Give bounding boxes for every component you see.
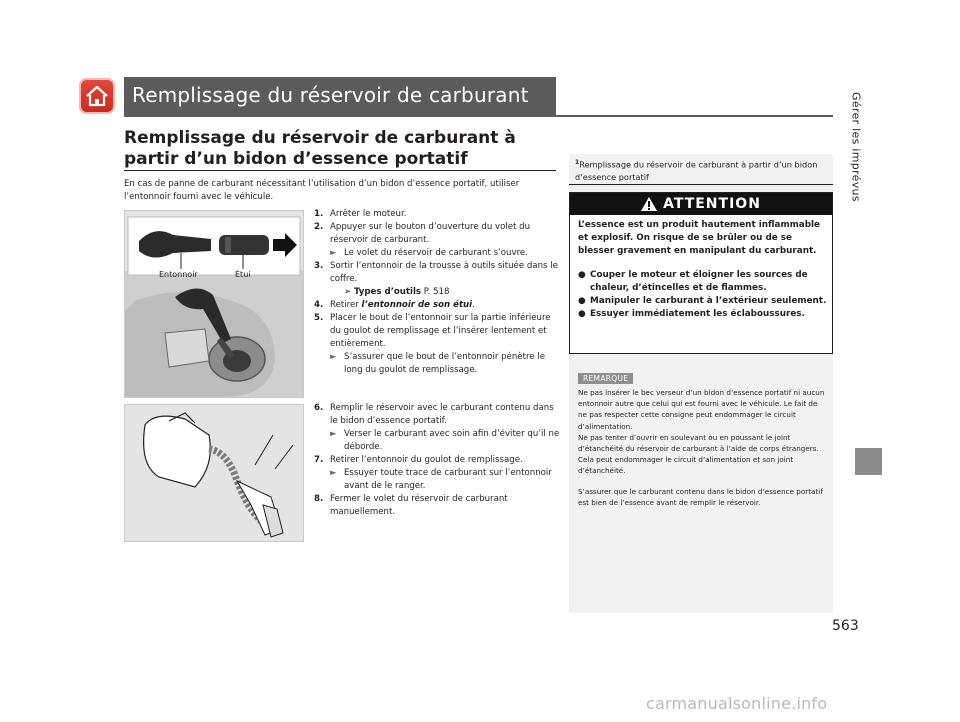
- notes-panel-rule: [569, 184, 833, 185]
- step-6-result: [314, 428, 560, 454]
- notice-paragraph: Ne pas insérer le bec verseur d’un bidon d’essence portatif ni aucun entonnoir autre que celui qui est fourni avec le véhicule. Le fait de ne pas respecter cette consigne peut endommager le circuit d’alimentation.: [578, 388, 825, 431]
- step-1: [314, 208, 560, 221]
- step-6: [314, 402, 560, 428]
- home-button[interactable]: [79, 78, 115, 114]
- page-title: Remplissage du réservoir de carburant: [132, 83, 529, 107]
- funnel-illustration: [124, 210, 304, 398]
- title-rule: [124, 115, 833, 117]
- step-number: 2.: [314, 222, 324, 232]
- funnel-label: Entonnoir: [159, 270, 198, 279]
- section-heading: Remplissage du réservoir de carburant à partir d’un bidon d’essence portatif: [124, 128, 516, 169]
- bullet-icon: ●: [578, 309, 586, 320]
- chapter-tab-label[interactable]: Gérer les imprévus: [849, 92, 863, 202]
- note-marker: 1: [575, 159, 580, 166]
- step-number: 5.: [314, 313, 324, 323]
- bullet-icon: ●: [578, 296, 586, 307]
- step-text: Remplir le réservoir avec le carburant contenu dans le bidon d’essence portatif.: [330, 403, 554, 426]
- cross-reference-page[interactable]: P. 518: [423, 287, 450, 297]
- home-icon: [85, 85, 109, 107]
- step-number: 4.: [314, 300, 324, 310]
- step-number: 7.: [314, 455, 324, 465]
- warning-triangle-icon: [641, 197, 657, 211]
- steps-list-b: [314, 402, 560, 519]
- step-5-result: [314, 351, 560, 377]
- section-rule: [124, 170, 556, 171]
- case-label: Étui: [235, 270, 251, 279]
- result-arrow-icon: ►: [330, 468, 337, 478]
- result-arrow-icon: ►: [330, 352, 337, 362]
- result-arrow-icon: ►: [330, 248, 337, 258]
- step-text-emphasis: l’entonnoir de son étui: [361, 300, 473, 310]
- intro-text: En cas de panne de carburant nécessitant l’utilisation d’un bidon d’essence portatif, utiliser l’entonnoir fourni avec le véhicule.: [124, 179, 520, 202]
- notice-badge: REMARQUE: [578, 373, 633, 384]
- steps-list-a: [314, 208, 560, 377]
- step-result-text: S’assurer que le bout de l’entonnoir pénètre le long du goulot de remplissage.: [344, 352, 545, 375]
- page-number: 563: [832, 618, 859, 634]
- warning-body: [578, 219, 828, 321]
- step-text: Arrêter le moteur.: [330, 209, 407, 219]
- step-text: Retirer l’entonnoir du goulot de remplissage.: [330, 455, 523, 465]
- step-text-suffix: .: [472, 300, 475, 310]
- notice-body: [578, 387, 828, 517]
- chapter-tab-marker[interactable]: [855, 448, 882, 475]
- step-5: [314, 312, 560, 351]
- warning-text: L’essence est un produit hautement inflammable et explosif. On risque de se brûler ou de se blesser gravement en manipulant du carburant.: [578, 220, 820, 257]
- notice-paragraph: S’assurer que le carburant contenu dans le bidon d’essence portatif est bien de l’essence avant de remplir le réservoir.: [578, 486, 823, 507]
- cross-reference-title[interactable]: Types d’outils: [353, 287, 422, 297]
- warning-header: [570, 193, 832, 215]
- notice-paragraph: Ne pas tenter d’ouvrir en soulevant ou en poussant le joint d’étanchéité du réservoir de carburant à l’aide de corps étrangers. Cela peut endommager le circuit d’alimentation et son joint d’étanchéité.: [578, 432, 819, 476]
- step-number: 1.: [314, 209, 324, 219]
- step-text: Fermer le volet du réservoir de carburant manuellement.: [330, 494, 508, 517]
- watermark[interactable]: carmanualsonline.info: [646, 694, 828, 713]
- step-text: Sortir l’entonnoir de la trousse à outils située dans le coffre.: [330, 261, 558, 284]
- step-7-result: [314, 467, 560, 493]
- step-number: 3.: [314, 261, 324, 271]
- page-title-bar: [124, 77, 556, 115]
- step-text: Placer le bout de l’entonnoir sur la partie inférieure du goulot de remplissage et l’insérer lentement et entièrement.: [330, 313, 551, 349]
- warning-bullet: ● Essuyer immédiatement les éclaboussures.: [578, 308, 828, 321]
- step-result-text: Essuyer toute trace de carburant sur l’entonnoir avant de le ranger.: [344, 468, 552, 491]
- step-number: 6.: [314, 403, 324, 413]
- refuel-can-illustration: [124, 404, 304, 542]
- step-result-text: Verser le carburant avec soin afin d’éviter qu’il ne déborde.: [344, 429, 560, 452]
- warning-title: ATTENTION: [663, 196, 761, 212]
- step-text-prefix: Retirer: [330, 300, 362, 310]
- step-2: [314, 221, 560, 247]
- result-arrow-icon: ►: [330, 429, 337, 439]
- cross-reference-link[interactable]: [314, 286, 560, 299]
- step-7: [314, 454, 560, 467]
- warning-bullet: ● Couper le moteur et éloigner les sources de chaleur, d’étincelles et de flammes.: [578, 269, 808, 293]
- notes-panel-heading: [569, 154, 833, 186]
- notes-panel-heading-text: Remplissage du réservoir de carburant à partir d’un bidon d’essence portatif: [575, 159, 818, 182]
- step-number: 8.: [314, 494, 324, 504]
- step-8: [314, 493, 560, 519]
- step-result-text: Le volet du réservoir de carburant s’ouvre.: [344, 248, 528, 258]
- cross-reference-icon: ➢: [344, 287, 352, 297]
- step-2-result: [314, 247, 560, 260]
- step-text: Appuyer sur le bouton d’ouverture du volet du réservoir de carburant.: [330, 222, 531, 245]
- warning-bullet: ● Manipuler le carburant à l’extérieur seulement.: [578, 295, 828, 308]
- step-4: [314, 299, 560, 312]
- step-3: [314, 260, 560, 286]
- bullet-icon: ●: [578, 269, 586, 280]
